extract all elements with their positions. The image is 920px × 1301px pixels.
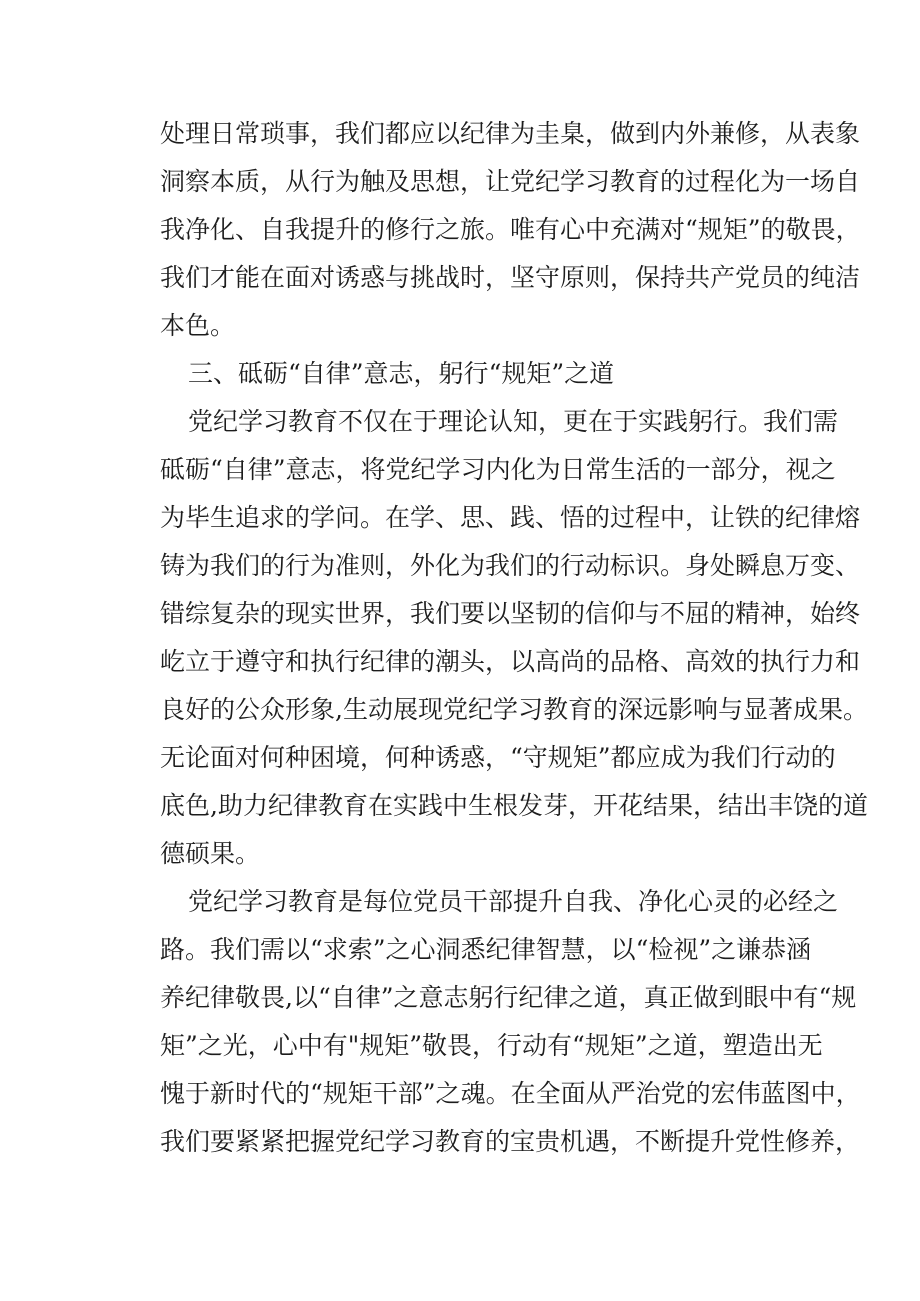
- paragraph-line: 我们才能在面对诱惑与挑战时，坚守原则，保持共产党员的纯洁: [160, 263, 861, 292]
- paragraph-line: 为毕生追求的学问。在学、思、践、悟的过程中，让铁的纪律熔: [160, 503, 861, 532]
- paragraph-line: 砥砺“自律”意志，将党纪学习内化为日常生活的一部分，视之: [160, 455, 836, 484]
- paragraph-line: 党纪学习教育不仅在于理论认知，更在于实践躬行。我们需: [188, 407, 839, 436]
- paragraph-line: 我净化、自我提升的修行之旅。唯有心中充满对“规矩”的敬畏，: [160, 215, 861, 244]
- paragraph-line: 铸为我们的行为准则，外化为我们的行动标识。身处瞬息万变、: [160, 551, 861, 580]
- paragraph-line: 底色,助力纪律教育在实践中生根发芽，开花结果，结出丰饶的道: [160, 791, 868, 820]
- paragraph-line: 无论面对何种困境，何种诱惑，“守规矩”都应成为我们行动的: [160, 743, 836, 772]
- paragraph-line: 德硕果。: [160, 839, 261, 868]
- paragraph-line: 洞察本质，从行为触及思想，让党纪学习教育的过程化为一场自: [160, 167, 861, 196]
- paragraph-line: 良好的公众形象,生动展现党纪学习教育的深远影响与显著成果。: [160, 695, 868, 724]
- paragraph-line: 养纪律敬畏,以“自律”之意志躬行纪律之道，真正做到眼中有“规: [160, 983, 857, 1012]
- section-heading: 三、砥砺“自律”意志，躬行“规矩”之道: [188, 359, 615, 388]
- paragraph-line: 愧于新时代的“规矩干部”之魂。在全面从严治党的宏伟蓝图中，: [160, 1079, 861, 1108]
- paragraph-line: 我们要紧紧把握党纪学习教育的宝贵机遇，不断提升党性修养，: [160, 1127, 861, 1156]
- paragraph-line: 处理日常琐事，我们都应以纪律为圭臬，做到内外兼修，从表象: [160, 119, 861, 148]
- paragraph-line: 党纪学习教育是每位党员干部提升自我、净化心灵的必经之: [188, 887, 839, 916]
- paragraph-line: 错综复杂的现实世界，我们要以坚韧的信仰与不屈的精神，始终: [160, 599, 861, 628]
- paragraph-line: 屹立于遵守和执行纪律的潮头，以高尚的品格、高效的执行力和: [160, 647, 861, 676]
- paragraph-line: 本色。: [160, 311, 236, 340]
- paragraph-line: 矩”之光，心中有"规矩”敬畏，行动有“规矩”之道，塑造出无: [160, 1031, 823, 1060]
- paragraph-line: 路。我们需以“求索”之心洞悉纪律智慧，以“检视”之谦恭涵: [160, 935, 812, 964]
